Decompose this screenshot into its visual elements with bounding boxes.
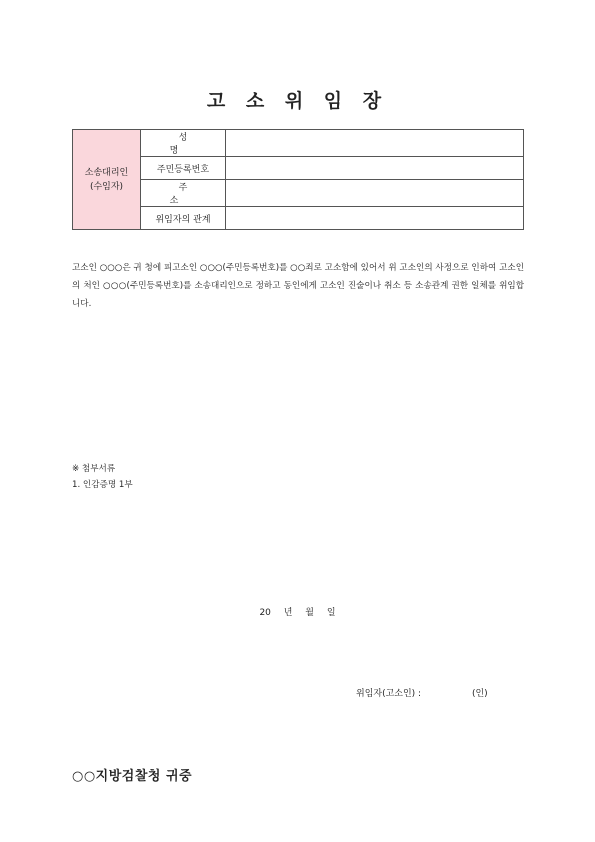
agent-info-table xyxy=(72,129,524,230)
recipient-office: ○○지방검찰청 귀중 xyxy=(72,769,193,784)
agent-table-header xyxy=(73,130,141,230)
attachments-heading: ※ 첨부서류 xyxy=(72,464,116,474)
name-value xyxy=(226,130,524,157)
document-title: 고 소 위 임 장 xyxy=(206,90,389,112)
delegation-body-text: 고소인 ○○○은 귀 청에 피고소인 ○○○(주민등록번호)를 ○○죄로 고소함에 있어서 위 고소인의 사정으로 인하여 고소인의 처인 ○○○(주민등록번호)를 소송대리인으로 정하고 동인에게 고소인 진술이나 취소 등 소송관계 권한 일체를 위임합니다. xyxy=(72,263,524,309)
agent-header-line2: (수임자) xyxy=(89,181,124,192)
attachment-item: 1. 인감증명 1부 xyxy=(72,480,133,490)
seal-mark: (인) xyxy=(471,689,488,699)
relationship-value xyxy=(226,207,524,230)
date-line: 20 년 월 일 xyxy=(259,608,336,618)
address-value xyxy=(226,180,524,207)
delegator-signature-line xyxy=(356,686,488,699)
resident-number-label: 주민등록번호 xyxy=(141,157,226,180)
resident-number-value xyxy=(226,157,524,180)
agent-header-line1: 소송대리인 xyxy=(84,167,129,178)
delegator-label: 위임자(고소인) : xyxy=(356,689,422,699)
address-label: 주 소 xyxy=(141,180,226,207)
name-label: 성 명 xyxy=(141,130,226,157)
attachments-section xyxy=(72,461,133,493)
relationship-label: 위임자의 관계 xyxy=(141,207,226,230)
